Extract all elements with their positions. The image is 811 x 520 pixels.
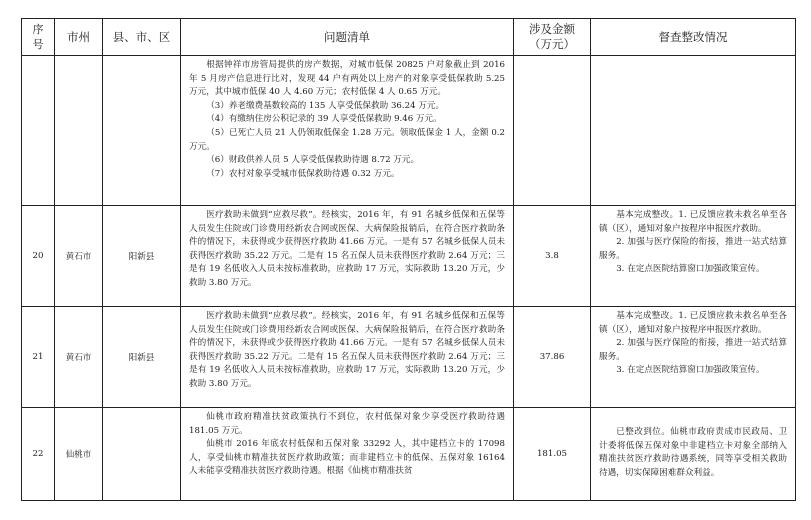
status-paragraph: 2. 加强与医疗保险的衔接，推进一站式结算服务。: [599, 237, 787, 261]
issue-paragraph: 医疗救助未做到“应救尽救”。经核实，2016 年，有 91 名城乡低保和五保等人员发生住院或门诊费用经新农合网或医保、大病保险报销后，在符合医疗救助条件的情况下，未获得或少获得医疗救助 41.66 万元。一是有 57 名城乡低保人员未获得医疗救助 35.22 万元。二是有 15 名五保人员未获得医疗救助 2.64 万元；三是有 19 名低收入人员未按标准救助，应救助 17 万元，实际救助 13.20 万元，少救助 3.80 万元。: [189, 311, 505, 389]
col-header-status: 督查整改情况: [591, 19, 796, 56]
col-header-city: 市州: [55, 19, 103, 56]
status-paragraph: 基本完成整改。1. 已反馈应救未救名单至各镇（区），通知对象户按程序申报医疗救助。: [599, 311, 787, 335]
issue-paragraph: 仙桃市 2016 年底农村低保和五保对象 33292 人，其中建档立卡的 17098 人，享受仙桃市精准扶贫医疗救助政策；而非建档立卡的低保、五保对象 16164 人未能享受精准扶贫医疗救助待遇。根据《仙桃市精准扶贫: [189, 439, 505, 477]
row-status: [591, 307, 796, 408]
issue-paragraph: （4）有缴纳住房公积记录的 39 人享受低保救助 9.46 万元。: [206, 114, 442, 125]
row-city: 仙桃市: [55, 408, 103, 501]
col-header-county: 县、市、区: [103, 19, 181, 56]
issue-paragraph: （7）农村对象享受城市低保救助待遇 0.32 万元。: [206, 168, 400, 179]
col-header-amount: 涉及金额（万元）: [514, 19, 591, 56]
row-issues: [181, 206, 514, 307]
issue-paragraph: （5）已死亡人员 21 人仍领取低保金 1.28 万元。领取低保金 1 人，金额 0.2 万元。: [189, 127, 505, 152]
row-issues: [181, 307, 514, 408]
row-number: 20: [22, 206, 55, 307]
status-paragraph: 基本完成整改。1. 已反馈应救未救名单至各镇（区），通知对象户按程序申报医疗救助。: [599, 210, 787, 234]
row-issues: [181, 56, 514, 206]
row-number: 22: [22, 408, 55, 501]
issue-paragraph: （3）养老缴费基数较高的 135 人享受低保救助 36.24 万元。: [206, 100, 445, 111]
row-status: [591, 206, 796, 307]
issue-paragraph: 仙桃市政府精准扶贫政策执行不到位，农村低保对象少享受医疗救助待遇 181.05 万元。: [189, 412, 505, 436]
row-status: [591, 408, 796, 501]
row-county: 阳新县: [103, 206, 181, 307]
row-amount: [514, 56, 591, 206]
issue-paragraph: 医疗救助未做到“应救尽救”。经核实，2016 年，有 91 名城乡低保和五保等人员发生住院或门诊费用经新农合网或医保、大病保险报销后，在符合医疗救助条件的情况下，未获得或少获得医疗救助 41.66 万元。一是有 57 名城乡低保人员未获得医疗救助 35.22 万元。二是有 15 名五保人员未获得医疗救助 2.64 万元；三是有 19 名低收入人员未按标准救助，应救助 17 万元，实际救助 13.20 万元，少救助 3.80 万元。: [189, 210, 505, 288]
col-header-issues: 问题清单: [181, 19, 514, 56]
table-row: [22, 307, 796, 408]
col-header-no: 序号: [22, 19, 55, 56]
row-number: [22, 56, 55, 206]
status-paragraph: 已整改到位。仙桃市政府责成市民政局、卫计委将低保五保对象中非建档立卡对象全部纳入精准扶贫医疗救助待遇系统，同等享受相关救助待遇，切实保障困难群众利益。: [599, 427, 787, 478]
table-row: [22, 56, 796, 206]
table-row: [22, 408, 796, 501]
issue-paragraph: （6）财政供养人员 5 人享受低保救助待遇 8.72 万元。: [206, 155, 420, 166]
status-paragraph: 3. 在定点医院结算窗口加强政策宣传。: [616, 365, 765, 376]
status-paragraph: 3. 在定点医院结算窗口加强政策宣传。: [616, 264, 765, 275]
row-city: 黄石市: [55, 206, 103, 307]
table-row: [22, 206, 796, 307]
row-number: 21: [22, 307, 55, 408]
status-paragraph: 2. 加强与医疗保险的衔接，推进一站式结算服务。: [599, 338, 787, 362]
table-header-row: [22, 19, 796, 56]
row-issues: [181, 408, 514, 501]
row-county: [103, 56, 181, 206]
row-amount: 37.86: [514, 307, 591, 408]
row-county: [103, 408, 181, 501]
issue-paragraph: 根据钟祥市房管局提供的房产数据，对城市低保 20825 户对象截止到 2016 年 5 月房产信息进行比对，发现 44 户有两处以上房产的对象享受低保救助 5.25 万元，其中城市低保 40 人 4.60 万元；农村低保 4 人 0.65 万元。: [189, 60, 505, 98]
row-county: 阳新县: [103, 307, 181, 408]
row-amount: 3.8: [514, 206, 591, 307]
row-city: [55, 56, 103, 206]
supervision-table: [21, 18, 796, 501]
row-amount: 181.05: [514, 408, 591, 501]
row-city: 黄石市: [55, 307, 103, 408]
row-status: [591, 56, 796, 206]
